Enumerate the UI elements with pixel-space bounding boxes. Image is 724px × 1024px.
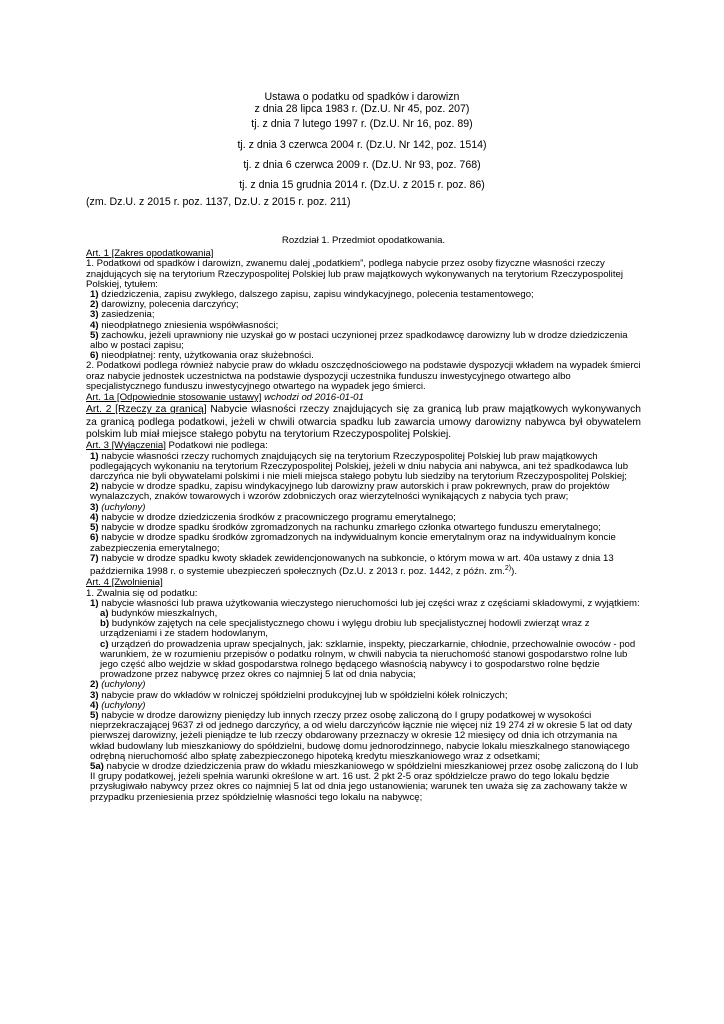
art3-item-text: nabycie własności rzeczy ruchomych znajdujących się na terytorium Rzeczypospolitej Polskiej lub praw majątkowych podlegających wykonaniu na terytorium Rzeczypospolitej Polskiej, jeżeli w dniu nabycia ani nabywca, ani też spadkodawca lub darczyńca nie byli obywatelami polskimi i nie mieli miejsca stałego pobytu lub siedziby na terytorium Rzeczypospolitej Polskiej; <box>90 450 629 483</box>
art4-subitem-3 <box>86 640 641 681</box>
art3-heading: Art. 3 [Wyłączenia] <box>86 440 166 452</box>
art2-text: Nabycie własności rzeczy znajdujących się za granicą lub praw majątkowych wykonywanych za granicą podlega podatkowi, jeżeli w chwili otwarcia spadku lub zawarcia umowy darowizny nabywca był obywatelem polskim lub miał miejsce stałego pobytu na terytorium Rzeczypospolitej Polskiej. <box>86 404 641 441</box>
art3-item-number: 1) <box>90 450 99 462</box>
art3-item-text: nabycie w drodze spadku, zapisu windykacyjnego lub darowizny praw autorskich i praw pokrewnych, praw do projektów wynalazczych, znaków towarowych i wzorów zdobniczych oraz wierzytelności wynikających z nabycia tych praw; <box>90 481 610 503</box>
art3-item-number: 5) <box>90 522 99 534</box>
art4-subitem-number: c) <box>100 638 109 650</box>
art3-item-6 <box>86 533 641 553</box>
amendments-note: (zm. Dz.U. z 2015 r. poz. 1137, Dz.U. z 2015 r. poz. 211) <box>86 196 351 208</box>
art4-subitem-number: b) <box>100 618 110 630</box>
art1-paragraph-2: 2. Podatkowi podlega również nabycie praw do wkładu oszczędnościowego na podstawie dyspozycji wkładem na wypadek śmierci oraz nabycie jednostek uczestnictwa na podstawie dyspozycji uczestnika funduszu inwestycyjnego otwartego albo specjalistycznego funduszu inwestycyjnego otwartego na wypadek jego śmierci. <box>86 360 641 392</box>
art1a-heading: Art. 1a [Odpowiednie stosowanie ustawy] <box>86 392 262 404</box>
art4-item-1-text: nabycie własności lub prawa użytkowania wieczystego nieruchomości lub jej części wraz z częściami składowymi, z wyjątkiem: <box>98 597 640 609</box>
art4-item-4 <box>86 711 641 762</box>
title-line-1: Ustawa o podatku od spadków i darowizn <box>264 91 460 103</box>
art4-item-2 <box>86 691 641 701</box>
document-body <box>86 236 641 803</box>
art1-item-number: 6) <box>90 350 99 362</box>
art1-item-text: nieodpłatnego zniesienia współwłasności; <box>98 319 279 331</box>
art4-paragraph-1: 1. Zwalnia się od podatku: <box>86 587 198 599</box>
art3-items <box>86 452 641 578</box>
art3-item-number: 7) <box>90 552 99 564</box>
art1-item-number: 4) <box>90 319 99 331</box>
consolidated-text-3: tj. z dnia 6 czerwca 2009 r. (Dz.U. Nr 93, poz. 768) <box>243 159 481 171</box>
art4-item-text: (uchylony) <box>98 679 146 691</box>
title-line-2: z dnia 28 lipca 1983 r. (Dz.U. Nr 45, poz. 207) <box>254 103 470 115</box>
art4-subitem-text: urządzeń do prowadzenia upraw specjalnych, jak: szklarnie, inspekty, pieczarkarnie, chłodnie, przechowalnie owoców - pod warunkiem, że w rozumieniu przepisów o podatku rolnym, w chwili nabycia ta nieruchomość stanowi gospodarstwo rolne lub jego część albo wejdzie w skład gospodarstwa rolnego będącego własnością nabywcy i to gospodarstwo rolne będzie prowadzone przez nabywcę przez okres co najmniej 5 lat od dnia nabycia; <box>100 638 636 681</box>
art4-heading-text: Art. 4 [Zwolnienia] <box>86 577 163 589</box>
art1-items <box>86 290 641 361</box>
art4-item-1-number: 1) <box>90 597 99 609</box>
art1-item-number: 3) <box>90 309 99 321</box>
art4-item-number: 4) <box>90 699 99 711</box>
art4-item-text: nabycie w drodze darowizny pieniędzy lub innych rzeczy przez osobę zaliczoną do I grupy podatkowej w wysokości nieprzekraczającej 9637 zł od jednego darczyńcy, a od wielu darczyńców łącznie nie więcej niż 19 274 zł w okresie 5 lat od daty pierwszej darowizny, jeżeli pieniądze te lub rzeczy obdarowany przeznaczy w okresie 12 miesięcy od dnia ich otrzymania na wkład budowlany lub mieszkaniowy do spółdzielni, budowę domu jednorodzinnego, nabycie lokalu mieszkalnego stanowiącego odrębną nieruchomość albo spłatę zabezpieczonego hipoteką kredytu mieszkaniowego wraz z odsetkami; <box>90 709 633 762</box>
art3-item-2 <box>86 482 641 502</box>
consolidated-text-1: tj. z dnia 7 lutego 1997 r. (Dz.U. Nr 16, poz. 89) <box>251 118 473 130</box>
art4-item-text: nabycie praw do wkładów w rolniczej spółdzielni produkcyjnej lub w spółdzielni kółek rolniczych; <box>98 689 508 701</box>
art1a <box>86 393 641 403</box>
art1a-note: wchodzi od 2016-01-01 <box>261 392 364 404</box>
art4-item-text: (uchylony) <box>98 699 146 711</box>
document-title <box>90 91 634 115</box>
art1-item-number: 1) <box>90 289 99 301</box>
art1-item-text: nieodpłatnej: renty, użytkowania oraz służebności. <box>98 350 314 362</box>
consolidated-text-4: tj. z dnia 15 grudnia 2014 r. (Dz.U. z 2015 r. poz. 86) <box>239 179 485 191</box>
art1-paragraph-1: 1. Podatkowi od spadków i darowizn, zwanemu dalej „podatkiem”, podlega nabycie przez osoby fizyczne własności rzeczy znajdujących się na terytorium Rzeczypospolitej Polskiej lub praw majątkowych wykonywanych na terytorium Rzeczypospolitej Polskiej, tytułem: <box>86 258 623 290</box>
art3-item-number: 6) <box>90 532 99 544</box>
art3-item-footnote: 2) <box>504 564 512 572</box>
art1-item-2 <box>86 300 641 310</box>
art1-item-text: dziedziczenia, zapisu zwykłego, dalszego zapisu, zapisu windykacyjnego, polecenia testamentowego; <box>98 289 534 301</box>
art3-item-number: 3) <box>90 501 99 513</box>
art4-subitem-2 <box>86 619 641 639</box>
art4-subitem-text: budynków zajętych na cele specjalistycznego chowu i wylęgu drobiu lub specjalistycznej hodowli zwierząt wraz z urządzeniami i ze stadem hodowlanym, <box>100 618 590 640</box>
art4-item-number: 3) <box>90 689 99 701</box>
art4-subitem-text: budynków mieszkalnych, <box>108 607 218 619</box>
art1-item-text: darowizny, polecenia darczyńcy; <box>98 299 239 311</box>
art3-item-text: nabycie w drodze spadku środków zgromadzonych na indywidualnym koncie emerytalnym oraz na indywidualnym koncie zabezpieczenia emerytalnego; <box>90 532 616 554</box>
art3-item-7 <box>86 554 641 578</box>
art4-heading <box>86 578 641 588</box>
art3-item-text: nabycie w drodze dziedziczenia środków z pracowniczego programu emerytalnego; <box>98 511 456 523</box>
art3-item-text: nabycie w drodze spadku środków zgromadzonych na rachunku zmarłego członka otwartego funduszu emerytalnego; <box>98 522 601 534</box>
art3-intro-text: Podatkowi nie podlega: <box>165 440 268 452</box>
art1-item-number: 5) <box>90 329 99 341</box>
art4-item-number: 2) <box>90 679 99 691</box>
art3-item-1 <box>86 452 641 483</box>
art3-item-end: ). <box>511 566 517 578</box>
art3-item-text: (uchylony) <box>98 501 146 513</box>
art4-item-5 <box>86 762 641 803</box>
consolidated-text-2: tj. z dnia 3 czerwca 2004 r. (Dz.U. Nr 142, poz. 1514) <box>237 139 487 151</box>
art3-item-number: 4) <box>90 511 99 523</box>
art2 <box>86 404 641 441</box>
art2-heading: Art. 2 [Rzeczy za granicą] <box>86 404 207 416</box>
art3-item-number: 2) <box>90 481 99 493</box>
art4-item-number: 5a) <box>90 760 104 772</box>
art1-item-text: zachowku, jeżeli uprawniony nie uzyskał go w postaci uczynionej przez spadkodawcę darowizny lub w drodze dziedziczenia albo w postaci zapisu; <box>90 329 628 352</box>
art4-subitems <box>86 609 641 680</box>
art4-items <box>86 680 641 802</box>
art4-subitem-number: a) <box>100 607 109 619</box>
art1-item-text: zasiedzenia; <box>98 309 155 321</box>
art4-item-text: nabycie w drodze dziedziczenia praw do wkładu mieszkaniowego w spółdzielni mieszkaniowej przez osobę zaliczoną do I lub II grupy podatkowej, jeżeli spełnia warunki określone w art. 16 ust. 2 pkt 2-5 oraz spółdzielcze prawo do tego lokalu będzie przysługiwało nabywcy przez okres co najmniej 5 lat od dnia jego ustanowienia; warunek ten uważa się za zachowany także w przypadku przeniesienia przez spółdzielnię własności tego lokalu na nabywcę; <box>90 760 639 803</box>
art3-item-text: nabycie w drodze spadku kwoty składek zewidencjonowanych na subkoncie, o którym mowa w art. 40a ustawy z dnia 13 października 1998 r. o systemie ubezpieczeń społecznych (Dz.U. z 2013 r. poz. 1442, z późn. zm. <box>90 552 614 578</box>
chapter-heading: Rozdział 1. Przedmiot opodatkowania. <box>281 235 446 246</box>
art1-item-number: 2) <box>90 299 99 311</box>
art1-heading-text: Art. 1 [Zakres opodatkowania] <box>86 248 214 260</box>
art1-item-5 <box>86 331 641 351</box>
art4-item-number: 5) <box>90 709 99 721</box>
